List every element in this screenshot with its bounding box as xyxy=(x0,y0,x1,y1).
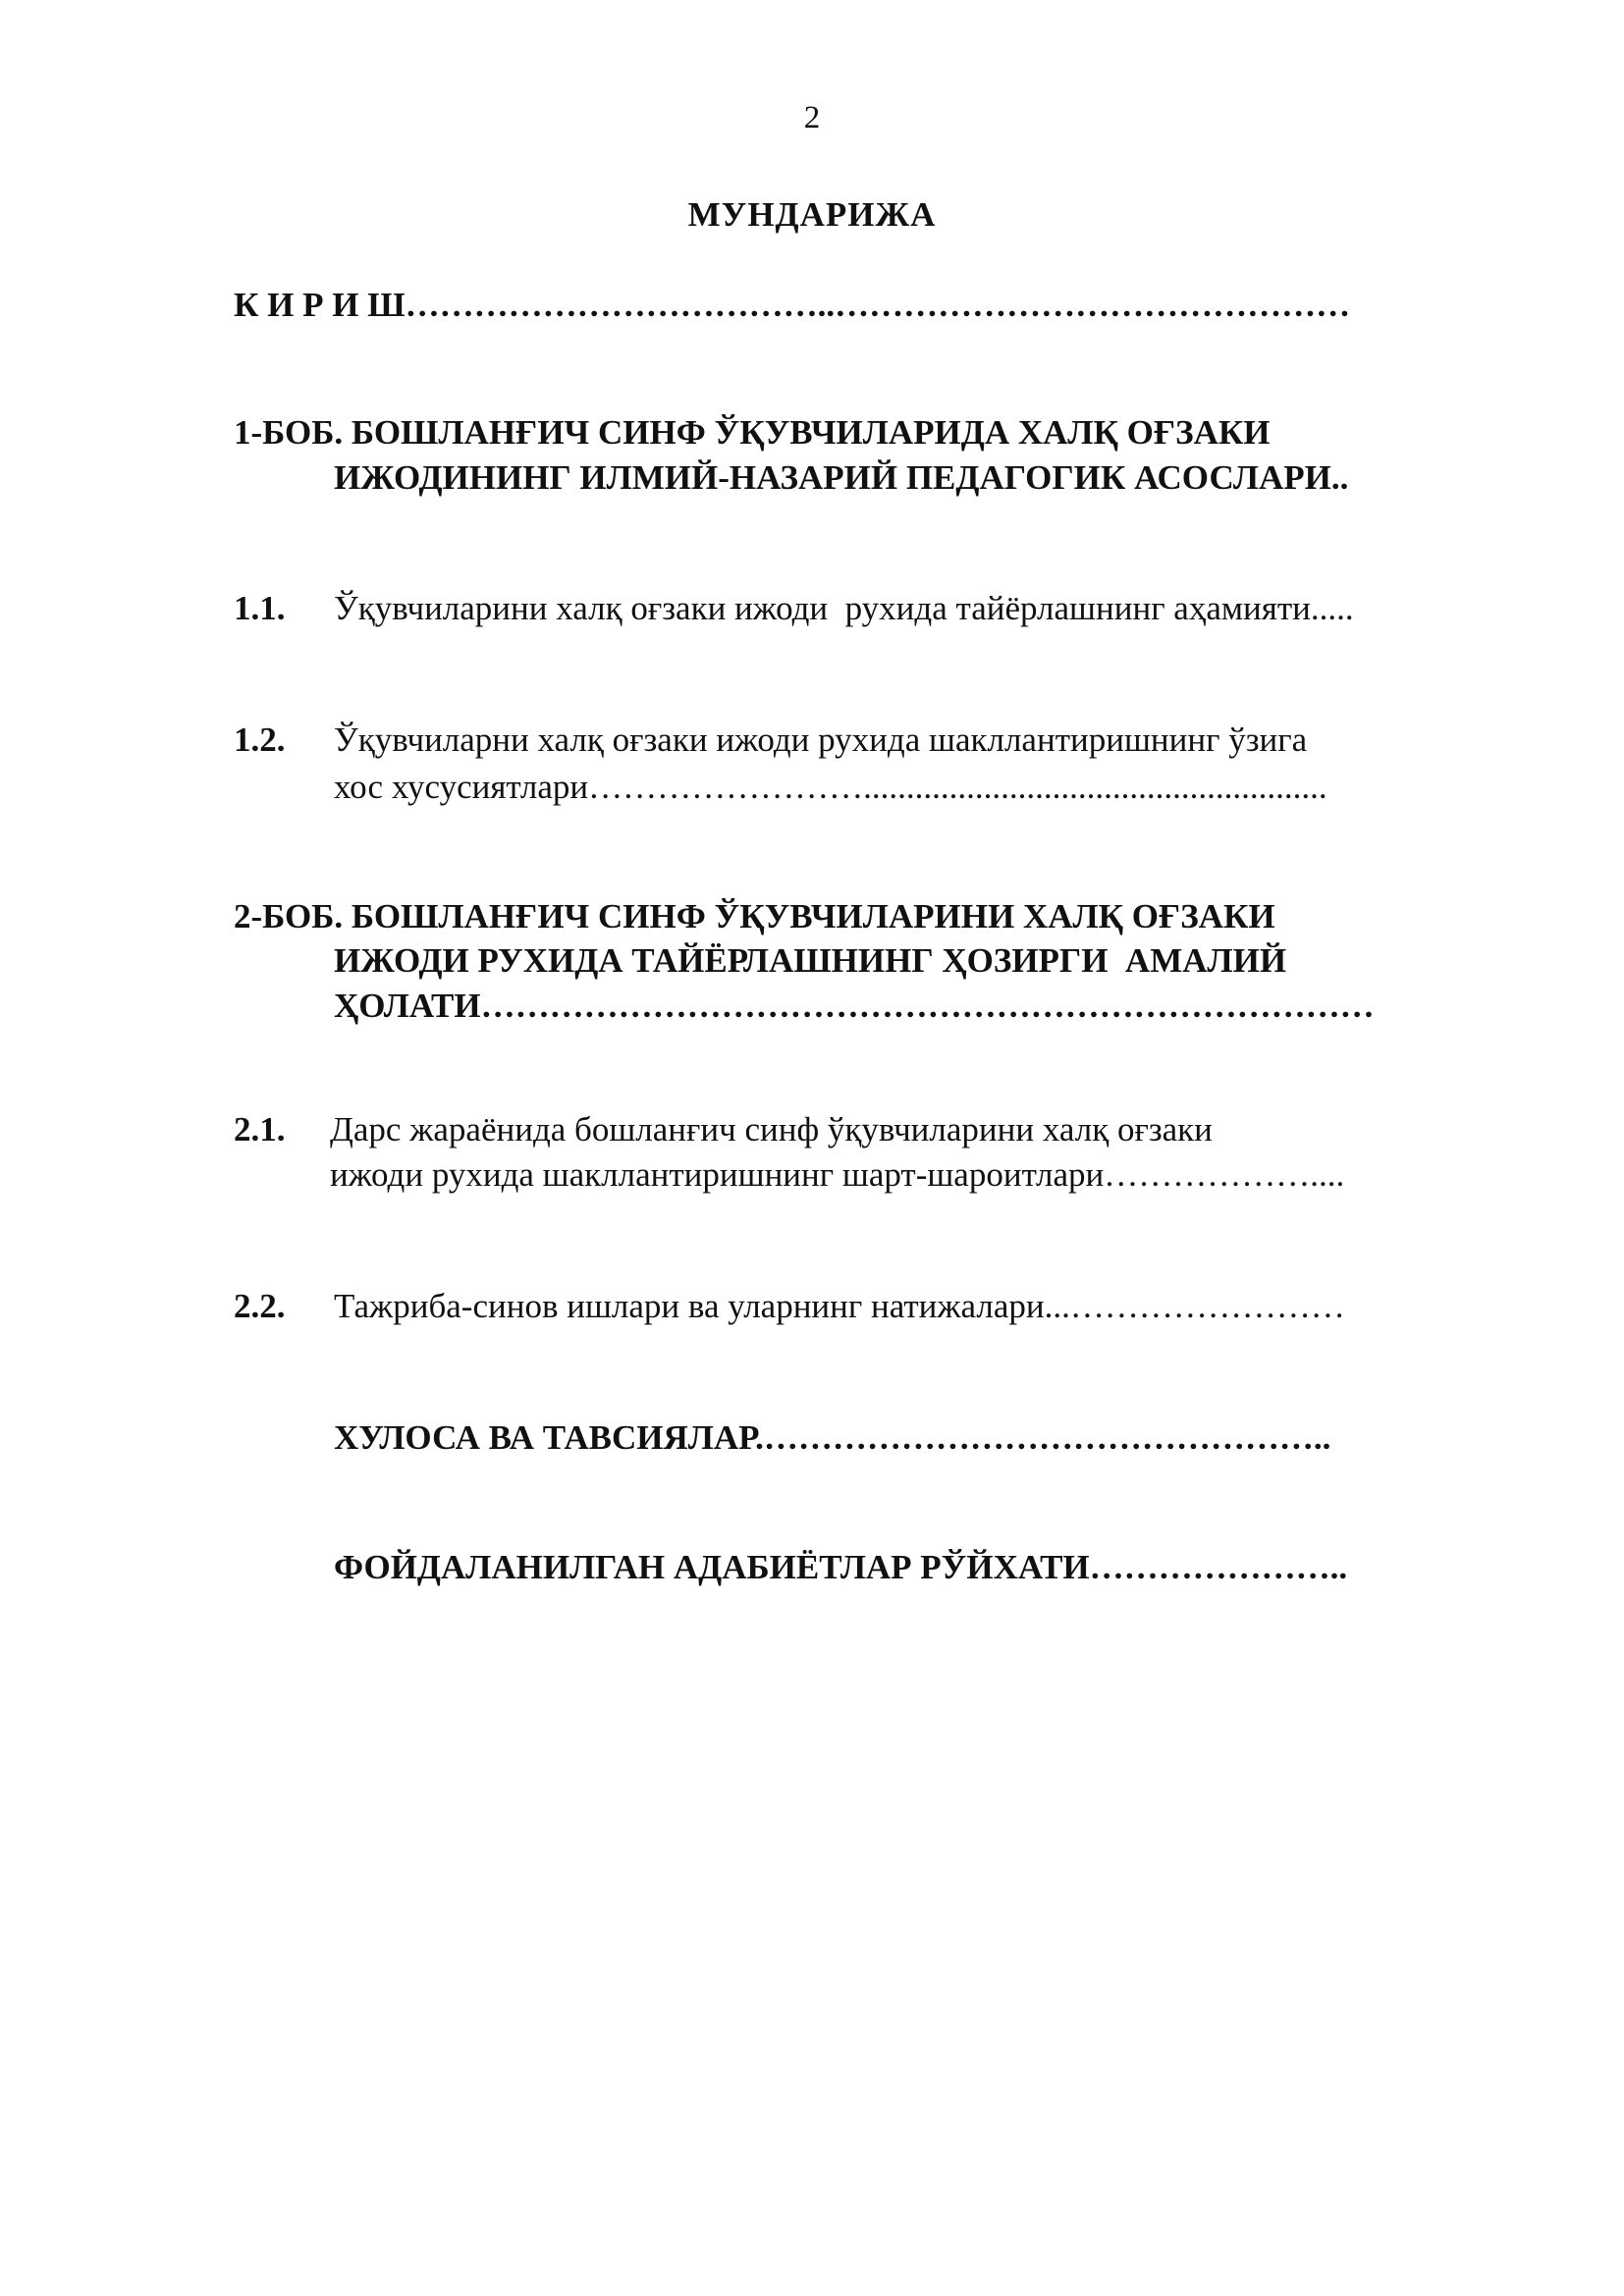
toc-section-number: 1.1. xyxy=(234,589,286,627)
toc-entry-section-2-1-line1: Дарс жараёнида бошланғич синф ўқувчиларини халқ оғзаки xyxy=(330,1110,1213,1148)
toc-section-number: 2.2. xyxy=(234,1287,286,1325)
toc-section-number: 1.2. xyxy=(234,721,286,759)
toc-entry-chapter1-line2: ИЖОДИНИНГ ИЛМИЙ-НАЗАРИЙ ПЕДАГОГИК АСОСЛАРИ.. xyxy=(334,458,1349,497)
toc-entry-section-1-1: Ўқувчиларини халқ оғзаки ижоди рухида тайёрлашнинг аҳамияти..... xyxy=(334,589,1354,627)
toc-entry-section-1-2-line2: хос хусусиятлари……………………...................................................... xyxy=(334,768,1327,806)
toc-entry-intro: К И Р И Ш………………………………..……………………………………… xyxy=(234,286,1351,324)
toc-section-number: 2.1. xyxy=(234,1110,286,1148)
toc-entry-chapter2-line3: ҲОЛАТИ…………………………………………………………………… xyxy=(334,987,1375,1025)
toc-entry-chapter2-line2: ИЖОДИ РУХИДА ТАЙЁРЛАШНИНГ ҲОЗИРГИ АМАЛИЙ xyxy=(334,941,1287,980)
toc-entry-conclusion: ХУЛОСА ВА ТАВСИЯЛАР.………………………………………….. xyxy=(334,1418,1331,1457)
toc-entry-section-2-1-line2: ижоди рухида шакллантиришнинг шарт-шароитлари……………….... xyxy=(330,1155,1345,1194)
toc-entry-section-2-2: Тажриба-синов ишлари ва уларнинг натижалари...…………………… xyxy=(334,1287,1345,1325)
toc-entry-section-1-2-line1: Ўқувчиларни халқ оғзаки ижоди рухида шакллантиришнинг ўзига xyxy=(334,721,1308,759)
toc-entry-chapter2-line1: 2-БОБ. БОШЛАНҒИЧ СИНФ ЎҚУВЧИЛАРИНИ ХАЛҚ ОҒЗАКИ xyxy=(234,897,1275,935)
toc-title: МУНДАРИЖА xyxy=(687,195,937,234)
toc-entry-chapter1-line1: 1-БОБ. БОШЛАНҒИЧ СИНФ ЎҚУВЧИЛАРИДА ХАЛҚ ОҒЗАКИ xyxy=(234,413,1271,452)
toc-entry-bibliography: ФОЙДАЛАНИЛГАН АДАБИЁТЛАР РЎЙХАТИ………………….. xyxy=(334,1548,1348,1586)
page-number: 2 xyxy=(803,100,821,135)
